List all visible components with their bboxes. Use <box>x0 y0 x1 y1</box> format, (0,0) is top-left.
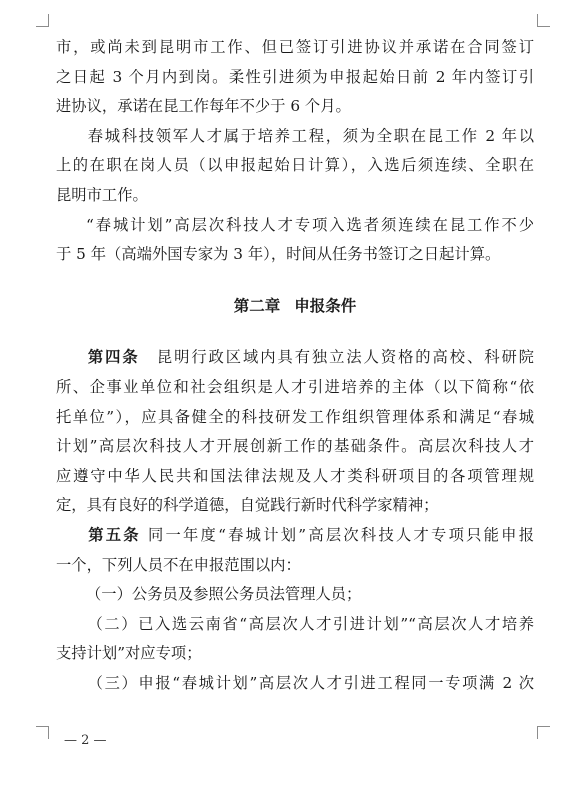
paragraph-line: 计划”高层次科技人才开展创新工作的基础条件。高层次科技人才 <box>56 437 534 456</box>
paragraph-line: 市，或尚未到昆明市工作、但已签订引进协议并承诺在合同签订 <box>56 38 534 56</box>
paragraph-line: 定，具有良好的科学道德，自觉践行新时代科学家精神； <box>56 496 439 515</box>
paragraph-line: “春城计划”高层次科技人才专项入选者须连续在昆工作不少 <box>86 215 534 234</box>
crop-mark-bottom-left <box>36 726 49 739</box>
paragraph-line: 所、企事业单位和社会组织是人才引进培养的主体（以下简称“依 <box>56 377 534 396</box>
crop-mark-top-left <box>36 14 49 27</box>
chapter-number: 第二章 <box>233 296 281 315</box>
article-4-label: 第四条 <box>86 348 140 367</box>
paragraph-line: 进协议，承诺在昆工作每年不少于 6 个月。 <box>56 97 351 116</box>
crop-mark-bottom-right <box>537 726 550 739</box>
paragraph-line: 上的在职在岗人员（以申报起始日计算），入选后须连续、全职在 <box>56 156 534 175</box>
paragraph-line: 托单位”），应具备健全的科技研发工作组织管理体系和满足“春城 <box>56 407 534 426</box>
page-number: — 2 — <box>64 733 107 748</box>
article-5-first-line: 第五条 同一年度“春城计划”高层次科技人才专项只能申报 <box>86 525 534 544</box>
article-5-label: 第五条 <box>86 525 141 544</box>
list-item: （一）公务员及参照公务员法管理人员； <box>86 585 362 604</box>
paragraph-line: 一个，下列人员不在申报范围以内： <box>56 555 301 574</box>
paragraph-line: 春城科技领军人才属于培养工程，须为全职在昆工作 2 年以 <box>86 126 534 145</box>
list-item: （三）申报“春城计划”高层次人才引进工程同一专项满 2 次 <box>86 673 534 692</box>
paragraph-line: 应遵守中华人民共和国法律法规及人才类科研项目的各项管理规 <box>56 466 534 485</box>
crop-mark-top-right <box>537 14 550 27</box>
list-item-continuation: 支持计划”对应专项； <box>56 644 202 663</box>
paragraph-line: 昆明市工作。 <box>56 185 148 204</box>
list-item: （二）已入选云南省“高层次人才引进计划”“高层次人才培养 <box>86 614 534 633</box>
body-text <box>56 33 534 698</box>
chapter-heading <box>56 292 534 322</box>
article-4-first-line: 第四条 昆明行政区域内具有独立法人资格的高校、科研院 <box>86 348 534 367</box>
chapter-title: 申报条件 <box>294 296 357 315</box>
paragraph-line: 之日起 3 个月内到岗。柔性引进须为申报起始日前 2 年内签订引 <box>56 67 534 86</box>
paragraph-line: 于 5 年（高端外国专家为 3 年），时间从任务书签订之日起计算。 <box>56 245 501 264</box>
